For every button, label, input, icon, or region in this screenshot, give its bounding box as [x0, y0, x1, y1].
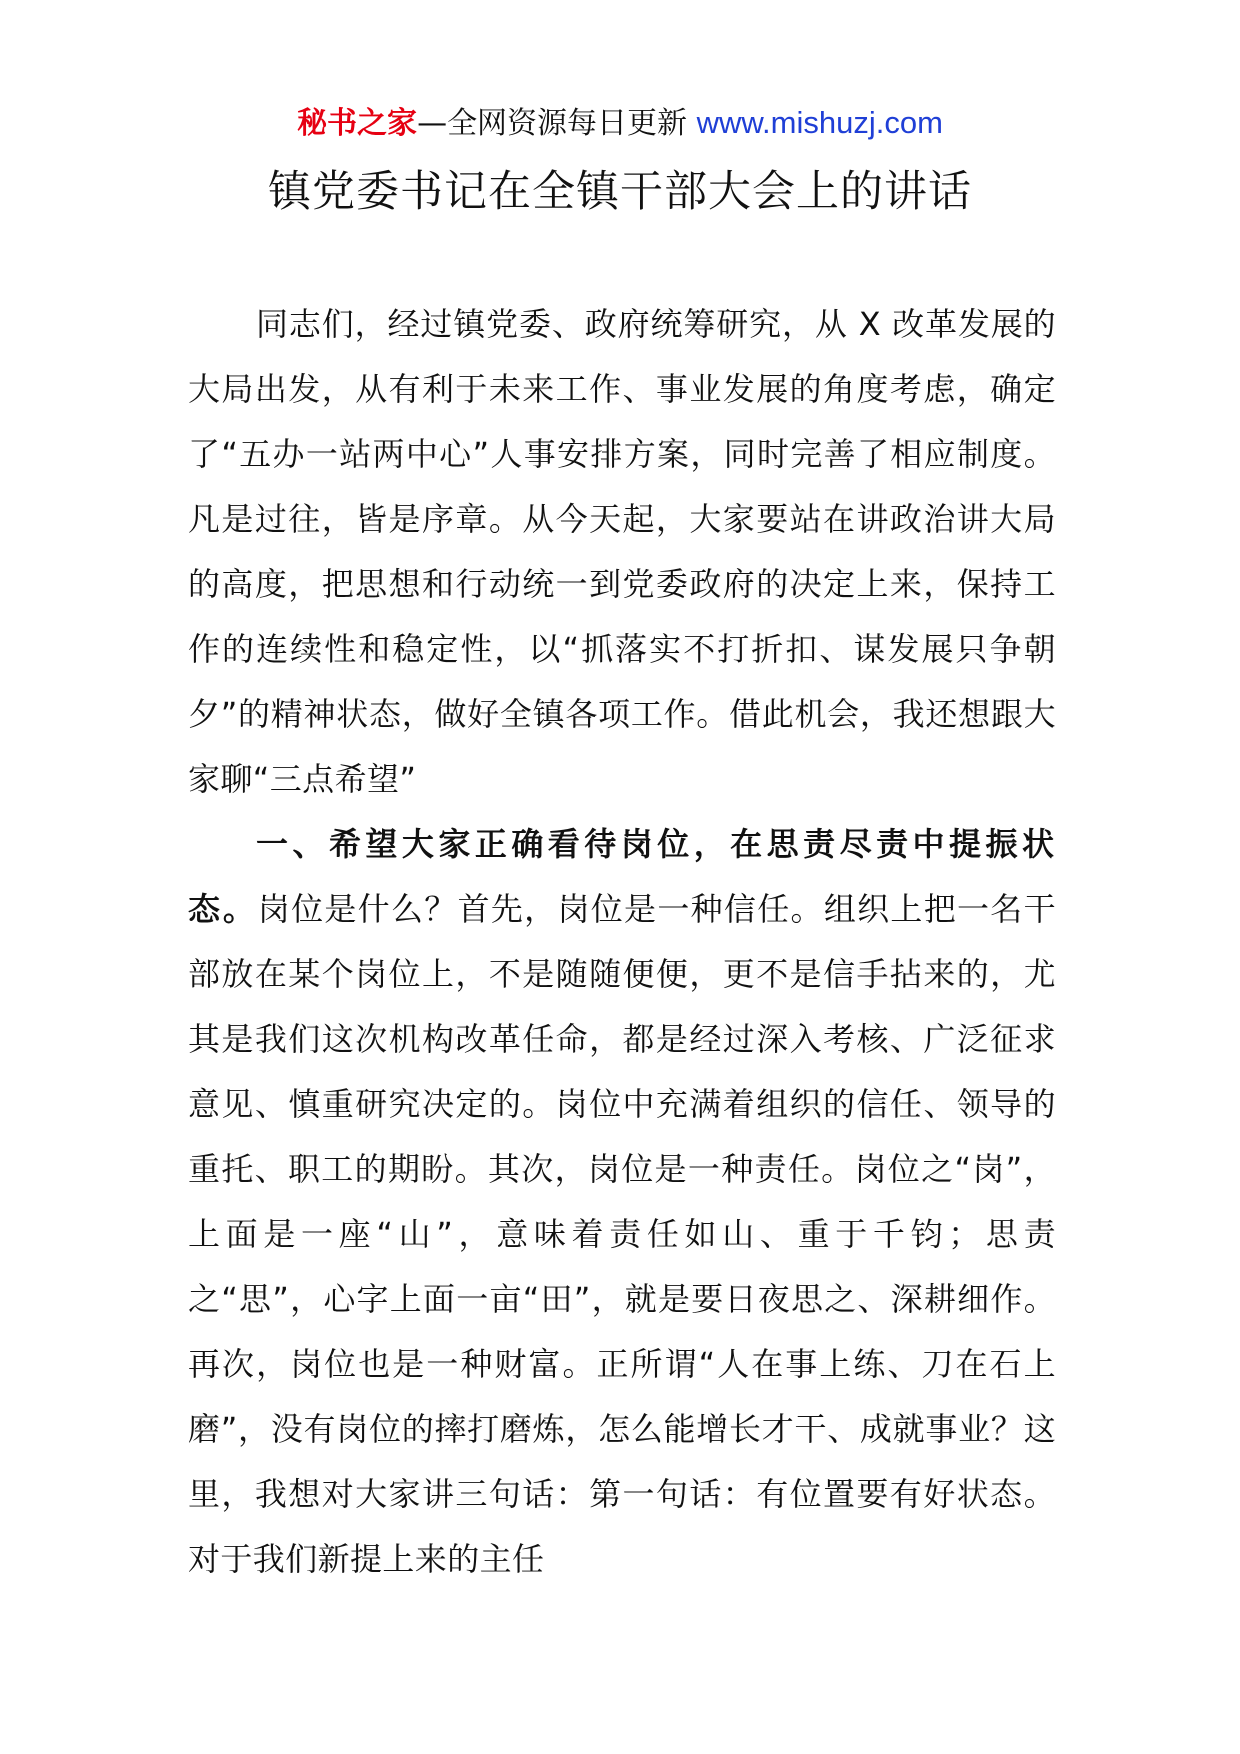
section-1-paragraph: [188, 812, 1056, 1592]
brand-name: 秘书之家: [297, 106, 418, 141]
section-1-body: 岗位是什么？首先，岗位是一种信任。组织上把一名干部放在某个岗位上，不是随随便便，更不是信手拈来的，尤其是我们这次机构改革任命，都是经过深入考核、广泛征求意见、慎重研究决定的。岗位中充满着组织的信任、领导的重托、职工的期盼。其次，岗位是一种责任。岗位之“岗”，上面是一座“山”，意味着责任如山、重于千钧；思责之“思”，心字上面一亩“田”，就是要日夜思之、深耕细作。再次，岗位也是一种财富。正所谓“人在事上练、刀在石上磨”，没有岗位的摔打磨炼，怎么能增长才干、成就事业？这里，我想对大家讲三句话：第一句话：有位置要有好状态。对于我们新提上来的主任: [188, 890, 1056, 1578]
site-url-link[interactable]: www.mishuzj.com: [696, 105, 943, 140]
document-body: [188, 292, 1056, 1592]
section-1-heading: 一、希望大家正确看待岗位，在思责尽责中提振状态。: [188, 825, 1056, 928]
document-title: 镇党委书记在全镇干部大会上的讲话: [268, 167, 972, 217]
header-tagline: —全网资源每日更新: [417, 106, 697, 141]
intro-paragraph: 同志们，经过镇党委、政府统筹研究，从 X 改革发展的大局出发，从有利于未来工作、事业发展的角度考虑，确定了“五办一站两中心”人事安排方案，同时完善了相应制度。凡是过往，皆是序章。从今天起，大家要站在讲政治讲大局的高度，把思想和行动统一到党委政府的决定上来，保持工作的连续性和稳定性，以“抓落实不打折扣、谋发展只争朝夕”的精神状态，做好全镇各项工作。借此机会，我还想跟大家聊“三点希望”: [188, 305, 1056, 798]
site-header: [0, 103, 1240, 144]
